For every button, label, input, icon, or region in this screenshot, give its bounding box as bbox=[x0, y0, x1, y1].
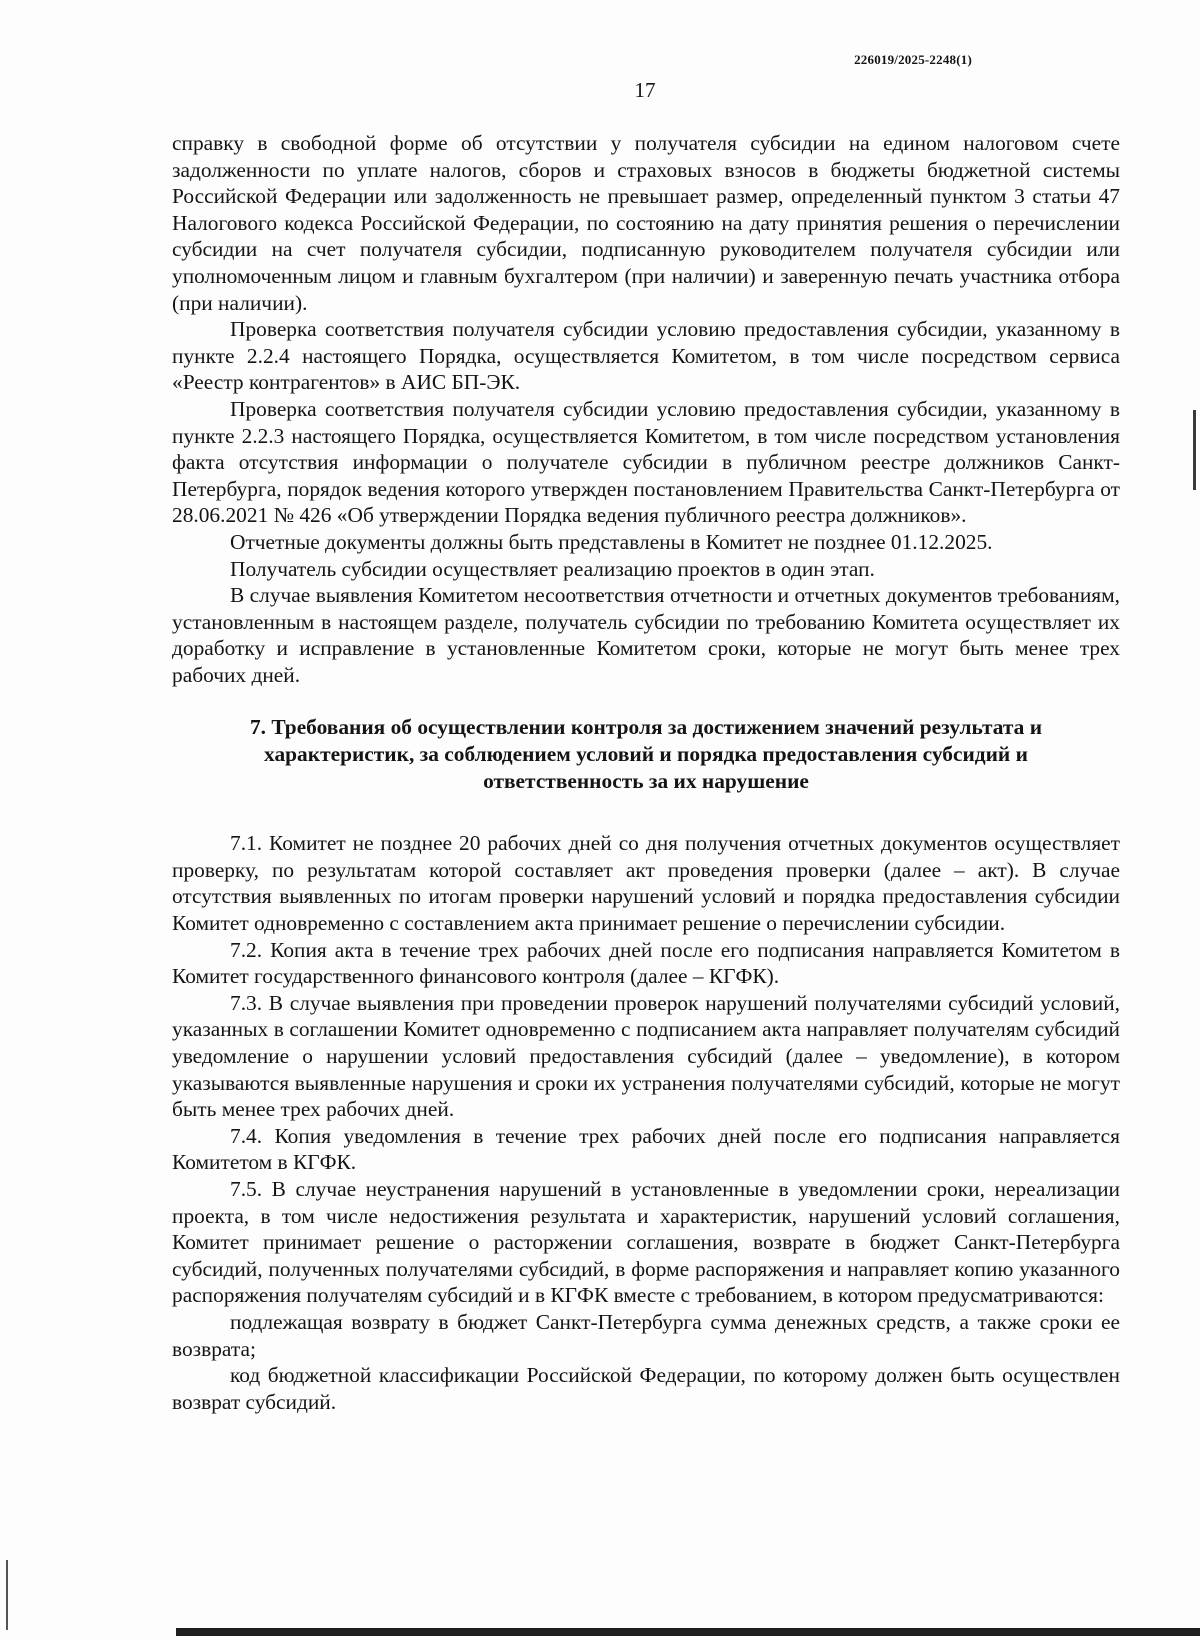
clause-7-2: 7.2. Копия акта в течение трех рабочих дней после его подписания направляется Комитетом в Комитет государственного финансового контроля (далее – КГФК). bbox=[172, 937, 1120, 989]
paragraph: В случае выявления Комитетом несоответствия отчетности и отчетных документов требованиям, установленным в настоящем разделе, получатель субсидии по требованию Комитета осуществляет их доработку и исправление в установленные Комитетом сроки, которые не могут быть менее трех рабочих дней. bbox=[172, 583, 1120, 687]
document-body bbox=[172, 130, 1120, 1415]
scan-artifact bbox=[1193, 410, 1196, 490]
clause-7-4: 7.4. Копия уведомления в течение трех рабочих дней после его подписания направляется Комитетом в КГФК. bbox=[172, 1123, 1120, 1175]
page-number: 17 bbox=[634, 78, 656, 102]
section-heading: 7. Требования об осуществлении контроля за достижением значений результата и характеристик, за соблюдением условий и порядка предоставления субсидий и ответственность за их нарушение bbox=[249, 715, 1043, 793]
scan-bottom-edge bbox=[176, 1628, 1200, 1636]
paragraph-continuation: справку в свободной форме об отсутствии у получателя субсидии на едином налоговом счете задолженности по уплате налогов, сборов и страховых взносов в бюджеты бюджетной системы Российской Федерации или задолженность не превышает размер, определенный пунктом 3 статьи 47 Налогового кодекса Российской Федерации, по состоянию на дату принятия решения о перечислении субсидии на счет получателя субсидии, подписанную руководителем получателя субсидии или уполномоченным лицом и главным бухгалтером (при наличии) и заверенную печать участника отбора (при наличии). bbox=[172, 131, 1120, 315]
clause-7-5: 7.5. В случае неустранения нарушений в установленные в уведомлении сроки, нереализации проекта, в том числе недостижения результата и характеристик, нарушений условий соглашения, Комитет принимает решение о расторжении соглашения, возврате в бюджет Санкт-Петербурга субсидий, полученных получателями субсидий, в форме распоряжения и направляет копию указанного распоряжения получателям субсидий и в КГФК вместе с требованием, в котором предусматриваются: bbox=[172, 1176, 1120, 1308]
list-item: подлежащая возврату в бюджет Санкт-Петербурга сумма денежных средств, а также сроки ее возврата; bbox=[172, 1309, 1120, 1361]
paragraph: Проверка соответствия получателя субсидии условию предоставления субсидии, указанному в пункте 2.2.3 настоящего Порядка, осуществляется Комитетом, в том числе посредством установления факта отсутствия информации о получателе субсидии в публичном реестре должников Санкт-Петербурга, порядок ведения которого утвержден постановлением Правительства Санкт-Петербурга от 28.06.2021 № 426 «Об утверждении Порядка ведения публичного реестра должников». bbox=[172, 396, 1120, 528]
paragraph: Получатель субсидии осуществляет реализацию проектов в один этап. bbox=[230, 556, 875, 581]
scan-artifact bbox=[6, 1560, 8, 1630]
clause-7-1: 7.1. Комитет не позднее 20 рабочих дней со дня получения отчетных документов осуществляет проверку, по результатам которой составляет акт проведения проверки (далее – акт). В случае отсутствия выявленных по итогам проверки нарушений условий и порядка предоставления субсидии Комитет одновременно с составлением акта принимает решение о перечислении субсидии. bbox=[172, 831, 1120, 936]
list-item: код бюджетной классификации Российской Федерации, по которому должен быть осуществлен возврат субсидий. bbox=[172, 1363, 1120, 1414]
paragraph: Отчетные документы должны быть представлены в Комитет не позднее 01.12.2025. bbox=[230, 529, 993, 554]
paragraph: Проверка соответствия получателя субсидии условию предоставления субсидии, указанному в пункте 2.2.4 настоящего Порядка, осуществляется Комитетом, в том числе посредством сервиса «Реестр контрагентов» в АИС БП-ЭК. bbox=[172, 317, 1120, 395]
document-id: 226019/2025-2248(1) bbox=[854, 52, 972, 67]
clause-7-3: 7.3. В случае выявления при проведении проверок нарушений получателями субсидий условий, указанных в соглашении Комитет одновременно с подписанием акта направляет получателям субсидий уведомление о нарушении условий предоставления субсидий (далее – уведомление), в котором указываются выявленные нарушения и сроки их устранения получателями субсидий, которые не могут быть менее трех рабочих дней. bbox=[172, 990, 1120, 1122]
